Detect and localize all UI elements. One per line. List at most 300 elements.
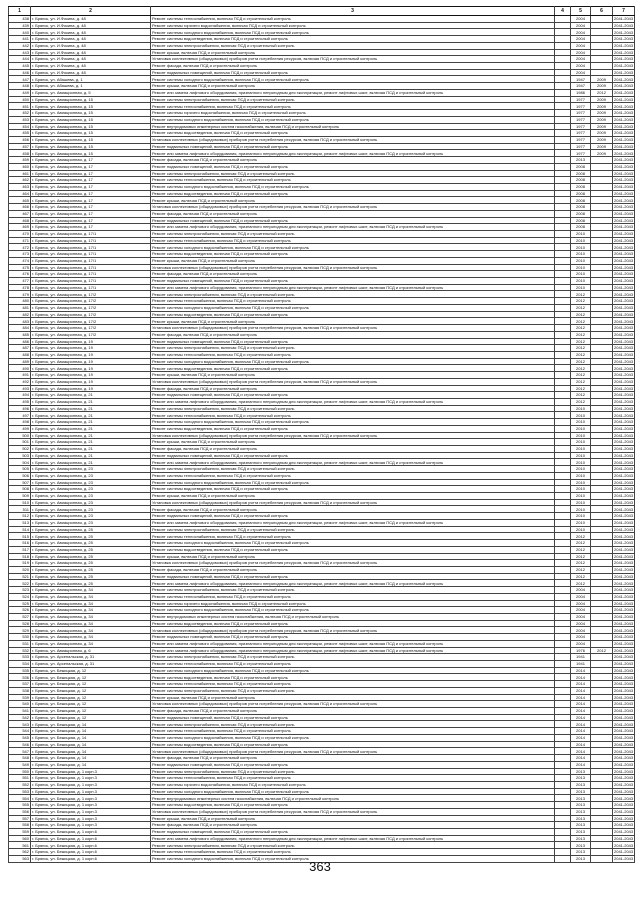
row-number-cell: 554 — [9, 795, 31, 802]
col-4-cell — [555, 748, 571, 755]
col-4-cell — [555, 708, 571, 715]
address-cell: г. Брянск, ул. Авиационная, д. 17/2 — [31, 311, 151, 318]
table-row — [9, 459, 635, 466]
planned-period-cell: 2041-2043 — [614, 600, 634, 606]
work-type-cell: Ремонт фасада, включая ПСД и строительный контроль — [151, 755, 555, 762]
col-4-cell — [555, 573, 571, 580]
table-row — [9, 822, 635, 829]
row-number-cell: 485 — [9, 331, 31, 338]
work-type-cell: Ремонт фасада, включая ПСД и строительный контроль — [151, 63, 555, 70]
address-cell: г. Брянск, ул. Авиационная, д. 17/1 — [31, 244, 151, 251]
work-type-cell: Ремонт крыши, включая ПСД и строительный контроль — [151, 318, 555, 325]
address-cell: г. Брянск, ул. Авиационная, д. 15 — [31, 130, 151, 137]
col-4-cell — [555, 224, 571, 231]
work-type-cell: Ремонт системы водоотведения, включая ПСД и строительный контроль — [151, 36, 555, 43]
year-repair-cell — [591, 761, 613, 768]
year-repair-cell — [591, 828, 613, 835]
planned-period-cell: 2041-2043 — [614, 426, 634, 431]
work-type-cell: Ремонт системы теплоснабжения, включая ПСД и строительный контроль — [151, 728, 555, 735]
row-number-cell: 512 — [9, 513, 31, 520]
planned-period-cell: 2041-2043 — [614, 284, 634, 290]
work-type-cell: Ремонт или замена лифтового оборудования, признанного непригодным для эксплуатации, ремонт лифтовых шахт, включая ПСД и строительный контроль — [151, 398, 555, 405]
table-row — [9, 674, 635, 681]
planned-period-cell: 2041-2043 — [614, 352, 634, 358]
planned-period-cell: 2041-2043 — [614, 661, 634, 667]
year-built-cell: 1976 — [571, 647, 591, 654]
year-built-cell: 2004 — [571, 56, 591, 63]
table-row — [9, 351, 635, 358]
row-number-cell: 444 — [9, 56, 31, 63]
address-cell: г. Брянск, ул. Абашева, д. 1 — [31, 83, 151, 90]
address-cell: г. Брянск, ул. Бежицкая, д. 1 корп.6 — [31, 842, 151, 849]
col-4-cell — [555, 459, 571, 466]
address-cell: г. Брянск, ул. Авиационная, д. 17 — [31, 210, 151, 217]
table-row — [9, 345, 635, 352]
row-number-cell: 489 — [9, 358, 31, 365]
work-type-cell: Ремонт системы холодного водоснабжения, включая ПСД и строительный контроль — [151, 540, 555, 547]
work-type-cell: Ремонт системы горячего водоснабжения, включая ПСД и строительный контроль — [151, 600, 555, 607]
planned-period-cell: 2041-2043 — [614, 741, 634, 747]
planned-period-cell: 2041-2043 — [614, 573, 634, 579]
col-4-cell — [555, 808, 571, 815]
row-number-cell: 438 — [9, 16, 31, 23]
planned-period-cell: 2041-2043 — [614, 829, 634, 835]
col-4-cell — [555, 103, 571, 110]
year-built-cell: 2014 — [571, 714, 591, 721]
address-cell: г. Брянск, ул. Авиационная, д. 17/2 — [31, 304, 151, 311]
col-4-cell — [555, 486, 571, 493]
address-cell: г. Брянск, ул. Авиационная, д. 15 — [31, 116, 151, 123]
col-4-cell — [555, 69, 571, 76]
col-4-cell — [555, 661, 571, 668]
address-cell: г. Брянск, ул. Авиационная, д. 23 — [31, 506, 151, 513]
row-number-cell: 563 — [9, 855, 31, 862]
row-number-cell: 541 — [9, 708, 31, 715]
year-built-cell: 2012 — [571, 291, 591, 298]
planned-period-cell: 2041-2043 — [614, 688, 634, 694]
year-built-cell: 2004 — [571, 600, 591, 607]
table-row — [9, 224, 635, 231]
table-row — [9, 257, 635, 264]
work-type-cell: Ремонт внутридомовых инженерных систем газоснабжения, включая ПСД и строительный контроль — [151, 123, 555, 130]
col-4-cell — [555, 325, 571, 332]
work-type-cell: Ремонт системы электроснабжения, включая ПСД и строительный контроль — [151, 721, 555, 728]
row-number-cell: 494 — [9, 392, 31, 399]
table-row — [9, 385, 635, 392]
table-row — [9, 163, 635, 170]
year-built-cell: 2012 — [571, 325, 591, 332]
address-cell: г. Брянск, ул. Авиационная, д. 17/1 — [31, 278, 151, 285]
planned-period-cell: 2041-2043 — [614, 184, 634, 190]
year-repair-cell — [591, 338, 613, 345]
work-type-cell: Установка коллективных (общедомовых) приборов учета потребления ресурсов, включая ПСД и строительный контроль — [151, 204, 555, 211]
year-built-cell: 2004 — [571, 22, 591, 29]
col-4-cell — [555, 781, 571, 788]
planned-period-cell: 2041-2043 — [614, 755, 634, 761]
row-number-cell: 459 — [9, 157, 31, 164]
year-repair-cell — [591, 278, 613, 285]
year-built-cell: 2012 — [571, 298, 591, 305]
planned-period-cell: 2041-2043 — [614, 22, 634, 28]
year-repair-cell — [591, 452, 613, 459]
page-number: 363 — [309, 859, 331, 874]
year-repair-cell: 2009 — [591, 143, 613, 150]
address-cell: г. Брянск, ул. Бежицкая, д. 1 корп.6 — [31, 849, 151, 856]
table-row — [9, 298, 635, 305]
table-row — [9, 493, 635, 500]
year-built-cell: 2010 — [571, 405, 591, 412]
year-built-cell: 2010 — [571, 519, 591, 526]
year-repair-cell — [591, 842, 613, 849]
year-built-cell: 1977 — [571, 143, 591, 150]
col-4-cell — [555, 163, 571, 170]
table-row — [9, 714, 635, 721]
year-repair-cell — [591, 687, 613, 694]
year-repair-cell — [591, 157, 613, 164]
year-built-cell: 1977 — [571, 116, 591, 123]
work-type-cell: Ремонт или замена лифтового оборудования, признанного непригодным для эксплуатации, ремонт лифтовых шахт, включая ПСД и строительный контроль — [151, 89, 555, 96]
work-type-cell: Ремонт или замена лифтового оборудования, признанного непригодным для эксплуатации, ремонт лифтовых шахт, включая ПСД и строительный контроль — [151, 835, 555, 842]
col-4-cell — [555, 466, 571, 473]
planned-period-cell: 2041-2043 — [614, 782, 634, 788]
table-row — [9, 486, 635, 493]
work-type-cell: Ремонт системы водоотведения, включая ПСД и строительный контроль — [151, 365, 555, 372]
row-number-cell: 447 — [9, 76, 31, 83]
work-type-cell: Ремонт фасада, включая ПСД и строительный контроль — [151, 708, 555, 715]
address-cell: г. Брянск, ул. Авиационная, д. 17/2 — [31, 325, 151, 332]
address-cell: г. Брянск, ул. Бежицкая, д. 12 — [31, 687, 151, 694]
address-cell: г. Брянск, ул. Авиационная, д. 25 — [31, 526, 151, 533]
row-number-cell: 491 — [9, 372, 31, 379]
address-cell: г. Брянск, ул. Бежицкая, д. 12 — [31, 708, 151, 715]
table-row — [9, 29, 635, 36]
year-built-cell: 2014 — [571, 681, 591, 688]
address-cell: г. Брянск, ул. Авиационная, д. 34 — [31, 600, 151, 607]
row-number-cell: 440 — [9, 29, 31, 36]
planned-period-cell: 2041-2043 — [614, 298, 634, 304]
row-number-cell: 451 — [9, 103, 31, 110]
year-built-cell: 2010 — [571, 284, 591, 291]
row-number-cell: 523 — [9, 587, 31, 594]
work-type-cell: Ремонт фасада, включая ПСД и строительный контроль — [151, 566, 555, 573]
table-row — [9, 130, 635, 137]
address-cell: г. Брянск, ул. Бежицкая, д. 1 корп.3 — [31, 795, 151, 802]
work-type-cell: Ремонт подвальных помещений, включая ПСД и строительный контроль — [151, 217, 555, 224]
row-number-cell: 562 — [9, 849, 31, 856]
row-number-cell: 461 — [9, 170, 31, 177]
col-4-cell — [555, 331, 571, 338]
table-row — [9, 775, 635, 782]
planned-period-cell: 2041-2043 — [614, 150, 634, 156]
address-cell: г. Брянск, ул. Авиационная, д. 19 — [31, 351, 151, 358]
year-built-cell: 2010 — [571, 264, 591, 271]
table-row — [9, 42, 635, 49]
address-cell: г. Брянск, ул. Авиационная, д. 17 — [31, 163, 151, 170]
address-cell: г. Брянск, ул. Авиационная, д. 21 — [31, 405, 151, 412]
row-number-cell: 498 — [9, 419, 31, 426]
address-cell: г. Брянск, ул. Авиационная, д. 25 — [31, 566, 151, 573]
table-row — [9, 849, 635, 856]
address-cell: г. Брянск, ул. Авиационная, д. 19 — [31, 378, 151, 385]
year-built-cell: 2010 — [571, 419, 591, 426]
planned-period-cell: 2041-2043 — [614, 412, 634, 418]
planned-period-cell: 2041-2043 — [614, 325, 634, 331]
planned-period-cell: 2041-2043 — [614, 204, 634, 210]
planned-period-cell: 2041-2043 — [614, 365, 634, 371]
year-repair-cell — [591, 378, 613, 385]
year-repair-cell — [591, 392, 613, 399]
planned-period-cell: 2041-2043 — [614, 29, 634, 35]
planned-period-cell: 2041-2043 — [614, 748, 634, 754]
year-repair-cell: 2009 — [591, 136, 613, 143]
year-built-cell: 2004 — [571, 36, 591, 43]
year-built-cell: 2010 — [571, 479, 591, 486]
row-number-cell: 466 — [9, 204, 31, 211]
row-number-cell: 539 — [9, 694, 31, 701]
header-row — [9, 7, 635, 16]
planned-period-cell: 2041-2043 — [614, 614, 634, 620]
planned-period-cell: 2041-2043 — [614, 842, 634, 848]
column-header: 6 — [591, 7, 613, 16]
work-type-cell: Ремонт подвальных помещений, включая ПСД и строительный контроль — [151, 278, 555, 285]
year-built-cell: 2004 — [571, 634, 591, 641]
year-repair-cell — [591, 519, 613, 526]
row-number-cell: 529 — [9, 627, 31, 634]
planned-period-cell: 2041-2043 — [614, 385, 634, 391]
work-type-cell: Ремонт системы электроснабжения, включая ПСД и строительный контроль — [151, 405, 555, 412]
row-number-cell: 506 — [9, 472, 31, 479]
year-built-cell: 2004 — [571, 607, 591, 614]
year-built-cell: 2013 — [571, 808, 591, 815]
planned-period-cell: 2041-2043 — [614, 641, 634, 646]
address-cell: г. Брянск, ул. Авиационная, д. 17/2 — [31, 298, 151, 305]
work-type-cell: Ремонт системы теплоснабжения, включая ПСД и строительный контроль — [151, 472, 555, 479]
col-4-cell — [555, 298, 571, 305]
table-row — [9, 170, 635, 177]
planned-period-cell: 2041-2043 — [614, 399, 634, 405]
year-built-cell: 2004 — [571, 69, 591, 76]
address-cell: г. Брянск, ул. Бежицкая, д. 14 — [31, 761, 151, 768]
address-cell: г. Брянск, ул. Арсенальская, д. 31 — [31, 654, 151, 661]
address-cell: г. Брянск, ул. Бежицкая, д. 14 — [31, 721, 151, 728]
table-row — [9, 271, 635, 278]
address-cell: г. Брянск, ул. Авиационная, д. 23 — [31, 466, 151, 473]
table-row — [9, 372, 635, 379]
year-built-cell: 2010 — [571, 244, 591, 251]
table-row — [9, 284, 635, 291]
work-type-cell: Установка коллективных (общедомовых) приборов учета потребления ресурсов, включая ПСД и строительный контроль — [151, 748, 555, 755]
year-repair-cell — [591, 56, 613, 63]
address-cell: г. Брянск, ул. Авиационная, д. 21 — [31, 398, 151, 405]
work-type-cell: Установка коллективных (общедомовых) приборов учета потребления ресурсов, включая ПСД и строительный контроль — [151, 264, 555, 271]
year-repair-cell — [591, 593, 613, 600]
col-4-cell — [555, 822, 571, 829]
row-number-cell: 471 — [9, 237, 31, 244]
row-number-cell: 460 — [9, 163, 31, 170]
address-cell: г. Брянск, ул. Авиационная, д. 21 — [31, 419, 151, 426]
work-type-cell: Ремонт или замена лифтового оборудования, признанного непригодным для эксплуатации, ремонт лифтовых шахт, включая ПСД и строительный контроль — [151, 640, 555, 647]
year-built-cell: 2012 — [571, 372, 591, 379]
col-4-cell — [555, 372, 571, 379]
planned-period-cell: 2041-2043 — [614, 540, 634, 546]
year-repair-cell — [591, 493, 613, 500]
work-type-cell: Ремонт крыши, включая ПСД и строительный контроль — [151, 83, 555, 90]
row-number-cell: 505 — [9, 466, 31, 473]
col-4-cell — [555, 519, 571, 526]
col-4-cell — [555, 210, 571, 217]
year-built-cell: 1977 — [571, 96, 591, 103]
row-number-cell: 490 — [9, 365, 31, 372]
year-repair-cell — [591, 560, 613, 567]
year-repair-cell — [591, 634, 613, 641]
planned-period-cell: 2041-2043 — [614, 392, 634, 398]
year-built-cell: 2010 — [571, 425, 591, 432]
year-repair-cell — [591, 217, 613, 224]
col-4-cell — [555, 580, 571, 587]
column-header: 7 — [613, 7, 635, 16]
year-built-cell: 2014 — [571, 721, 591, 728]
year-built-cell: 1986 — [571, 89, 591, 96]
col-4-cell — [555, 647, 571, 654]
year-repair-cell — [591, 479, 613, 486]
table-row — [9, 251, 635, 258]
col-4-cell — [555, 392, 571, 399]
row-number-cell: 450 — [9, 96, 31, 103]
table-row — [9, 687, 635, 694]
year-repair-cell — [591, 398, 613, 405]
year-built-cell: 2014 — [571, 708, 591, 715]
col-4-cell — [555, 405, 571, 412]
planned-period-cell: 2041-2043 — [614, 446, 634, 452]
planned-period-cell: 2041-2043 — [614, 177, 634, 183]
work-type-cell: Ремонт системы горячего водоснабжения, включая ПСД и строительный контроль — [151, 781, 555, 788]
col-4-cell — [555, 755, 571, 762]
table-row — [9, 781, 635, 788]
work-type-cell: Ремонт системы теплоснабжения, включая ПСД и строительный контроль — [151, 103, 555, 110]
year-repair-cell — [591, 822, 613, 829]
table-row — [9, 49, 635, 56]
table-row — [9, 412, 635, 419]
year-repair-cell — [591, 533, 613, 540]
planned-period-cell: 2041-2043 — [614, 163, 634, 169]
work-type-cell: Установка коллективных (общедомовых) приборов учета потребления ресурсов, включая ПСД и строительный контроль — [151, 432, 555, 439]
col-4-cell — [555, 56, 571, 63]
year-repair-cell: 2009 — [591, 76, 613, 83]
row-number-cell: 546 — [9, 741, 31, 748]
table-row — [9, 661, 635, 668]
table-row — [9, 613, 635, 620]
row-number-cell: 521 — [9, 573, 31, 580]
row-number-cell: 488 — [9, 351, 31, 358]
address-cell: г. Брянск, ул. Авиационная, д. 17 — [31, 177, 151, 184]
planned-period-cell: 2041-2043 — [614, 520, 634, 526]
table-row — [9, 466, 635, 473]
work-type-cell: Ремонт крыши, включая ПСД и строительный контроль — [151, 493, 555, 500]
address-cell: г. Брянск, ул. Бежицкая, д. 1 корп.6 — [31, 828, 151, 835]
year-built-cell: 2012 — [571, 358, 591, 365]
row-number-cell: 477 — [9, 278, 31, 285]
table-row — [9, 808, 635, 815]
planned-period-cell: 2041-2043 — [614, 714, 634, 720]
table-row — [9, 116, 635, 123]
year-built-cell: 2010 — [571, 506, 591, 513]
repair-schedule-page — [8, 6, 634, 863]
address-cell: г. Брянск, ул. Бежицкая, д. 1 корп.3 — [31, 788, 151, 795]
table-row — [9, 533, 635, 540]
row-number-cell: 469 — [9, 224, 31, 231]
table-row — [9, 573, 635, 580]
year-built-cell: 2008 — [571, 224, 591, 231]
address-cell: г. Брянск, ул. Бежицкая, д. 1 корп.3 — [31, 768, 151, 775]
year-repair-cell — [591, 600, 613, 607]
table-row — [9, 210, 635, 217]
year-built-cell: 2010 — [571, 459, 591, 466]
row-number-cell: 507 — [9, 479, 31, 486]
table-row — [9, 56, 635, 63]
year-built-cell: 1947 — [571, 76, 591, 83]
col-4-cell — [555, 472, 571, 479]
row-number-cell: 515 — [9, 533, 31, 540]
col-4-cell — [555, 513, 571, 520]
row-number-cell: 561 — [9, 842, 31, 849]
table-row — [9, 76, 635, 83]
table-row — [9, 183, 635, 190]
row-number-cell: 454 — [9, 123, 31, 130]
year-built-cell: 2013 — [571, 835, 591, 842]
year-repair-cell — [591, 540, 613, 547]
table-row — [9, 748, 635, 755]
year-built-cell: 2010 — [571, 231, 591, 238]
work-type-cell: Ремонт системы электроснабжения, включая ПСД и строительный контроль — [151, 466, 555, 473]
table-row — [9, 358, 635, 365]
year-built-cell: 1977 — [571, 110, 591, 117]
year-built-cell: 2014 — [571, 734, 591, 741]
address-cell: г. Брянск, ул. Бежицкая, д. 1 корп.3 — [31, 781, 151, 788]
planned-period-cell: 2041-2043 — [614, 802, 634, 808]
col-4-cell — [555, 170, 571, 177]
year-built-cell: 2008 — [571, 183, 591, 190]
work-type-cell: Установка коллективных (общедомовых) приборов учета потребления ресурсов, включая ПСД и строительный контроль — [151, 627, 555, 634]
work-type-cell: Ремонт крыши, включая ПСД и строительный контроль — [151, 694, 555, 701]
year-repair-cell — [591, 63, 613, 70]
work-type-cell: Установка коллективных (общедомовых) приборов учета потребления ресурсов, включая ПСД и строительный контроль — [151, 56, 555, 63]
row-number-cell: 441 — [9, 36, 31, 43]
col-4-cell — [555, 835, 571, 842]
planned-period-cell: 2041-2043 — [614, 116, 634, 122]
year-repair-cell — [591, 546, 613, 553]
table-row — [9, 69, 635, 76]
table-row — [9, 398, 635, 405]
col-4-cell — [555, 795, 571, 802]
col-4-cell — [555, 667, 571, 674]
year-repair-cell — [591, 459, 613, 466]
work-type-cell: Ремонт подвальных помещений, включая ПСД и строительный контроль — [151, 761, 555, 768]
address-cell: г. Брянск, ул. Бежицкая, д. 1 корп.3 — [31, 775, 151, 782]
row-number-cell: 457 — [9, 143, 31, 150]
table-row — [9, 96, 635, 103]
year-built-cell: 2008 — [571, 163, 591, 170]
planned-period-cell: 2041-2043 — [614, 627, 634, 633]
address-cell: г. Брянск, ул. Авиационная, д. 17 — [31, 217, 151, 224]
address-cell: г. Брянск, ул. Бежицкая, д. 14 — [31, 748, 151, 755]
work-type-cell: Ремонт крыши, включая ПСД и строительный контроль — [151, 372, 555, 379]
planned-period-cell: 2041-2043 — [614, 452, 634, 458]
planned-period-cell: 2041-2043 — [614, 822, 634, 828]
col-4-cell — [555, 768, 571, 775]
row-number-cell: 480 — [9, 298, 31, 305]
year-repair-cell — [591, 661, 613, 668]
table-row — [9, 177, 635, 184]
